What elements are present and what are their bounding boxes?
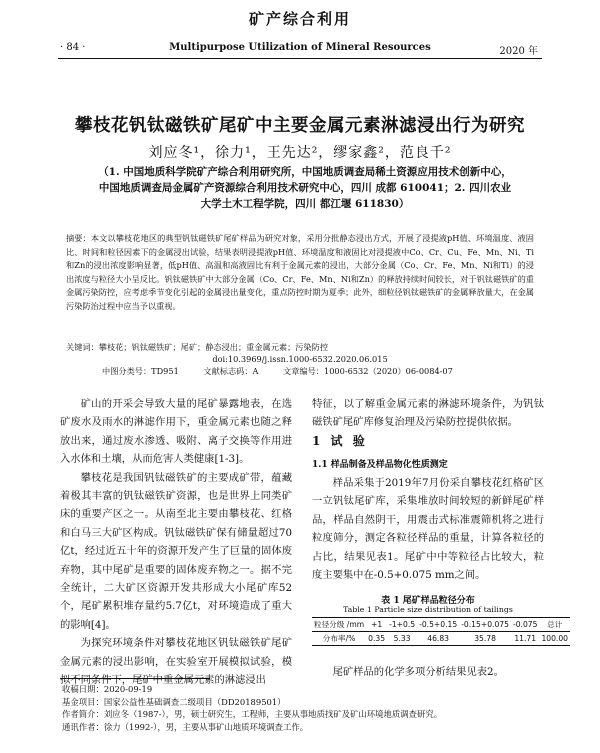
fund-info: 基金项目：国家公益性基础调查二级项目（DD20189501） — [62, 696, 286, 707]
abstract: 摘要：本文以攀枝花地区的典型钒钛磁铁矿尾矿样品为研究对象，采用分批静态浸出方式，开展了浸提液pH值、环境温度、液固比、时间和粒径因素下的金属浸出试验，结果表明浸提液pH值、环境温度和液固比对浸提液中Co、Cr、Cu、Fe、Mn、Ni、Ti和Zn的浸出浓度影响显著，低pH值、高温和高液固比有利于金属元素的浸出，大部分金属（Co、Cr、Fe、Mn、Ni和Ti）的浸出浓度与粒径大小呈反比。钒钛磁铁矿中大部分金属（Co、Cr、Fe、Mn、Ni和Zn）的释放持续时间较长，对于钒钛磁铁矿的重金属污染防控，应考虑季节变化引起的金属浸出量变化，重点防控时期为夏季；此外，细粒径钒钛磁铁矿的金属释放量大，在金属污染防治过程中应当予以重视。 — [66, 233, 534, 311]
author-bio: 作者简介：刘应冬（1987-），男，硕士研究生，工程师，主要从事地质找矿及矿山环境地质调查研究。 — [62, 709, 443, 719]
journal-year: 2020 年 — [499, 46, 538, 57]
doi[interactable]: doi:10.3969/j.issn.1000-6532.2020.06.015 — [212, 354, 388, 364]
journal-english-title: Multipurpose Utilization of Mineral Resources — [169, 42, 431, 53]
table-cell: 分布率/% — [312, 632, 366, 646]
document-code: 文献标志码：A — [203, 366, 259, 376]
table-caption-english: Table 1 Particle size distribution of tailings — [343, 605, 513, 614]
section-heading: 1 试 验 — [312, 434, 368, 448]
header-rule — [58, 58, 542, 59]
table-header-row — [312, 618, 570, 632]
subsection-heading: 1.1 样品制备及样品物化性质测定 — [312, 460, 448, 470]
affiliations — [70, 164, 540, 212]
table-row — [312, 632, 570, 646]
page-number: · 84 · — [60, 42, 86, 53]
affiliation-line: 大学土木工程学院，四川 都江堰 611830） — [200, 198, 410, 210]
section-body — [312, 474, 544, 584]
body-paragraph: 样品采集于2019年7月份采自攀枝花红格矿区一立钒钛尾矿库，采集堆放时间较短的新鲜尾矿样品，样品自然阴干，用震击式标准震筛机将之进行粒度筛分，测定各粒径样品的重量，计算各粒径的占比，结果见表1。尾矿中中等粒径占比较大，粒度主要集中在-0.5+0.075 mm之间。 — [312, 477, 544, 582]
classification-codes — [102, 366, 471, 377]
corresponding-author: 通讯作者：徐力（1992-），男，主要从事矿山地质环境调查工作。 — [62, 721, 309, 732]
body-paragraph: 矿山的开采会导致大量的尾矿暴露地表，在选矿废水及雨水的淋滤作用下，重金属元素也随之释放出来，通过废水渗透、吸附、离子交换等作用进入水体和土壤，从而危害人类健康[1-3]。 — [60, 398, 292, 466]
table-cell: 0.35 — [366, 632, 387, 646]
table-cell: 46.83 — [417, 632, 459, 646]
table-header-cell: 粒径分级 /mm — [312, 618, 366, 632]
table-header-cell: -0.15+0.075 — [459, 618, 511, 632]
footnotes — [62, 683, 542, 733]
body-paragraph: 尾矿样品的化学多项分析结果见表2。 — [332, 666, 504, 678]
table-header-cell: 总计 — [539, 618, 570, 632]
author-list: 刘应冬¹，徐力¹，王先达²，缪家鑫²，范良千² — [148, 145, 452, 161]
body-right-column — [312, 395, 544, 432]
body-paragraph: 攀枝花是我国钒钛磁铁矿的主要成矿带，蕴藏着极其丰富的钒钛磁铁矿资源，也是世界上同类矿床的重要产区之一。从南至北主要由攀枝花、红格和白马三大矿区构成。钒钛磁铁矿保有储量超过70亿t，经过近五十年的资源开发产生了巨量的固体废弃物，其中尾矿是重要的固体废弃物之一。据不完全统计，二大矿区资源开发共形成大小尾矿库52个，尾矿累积堆存量约5.7亿t，对环境造成了重大的影响[4]。 — [60, 471, 292, 631]
article-title: 攀枝花钒钛磁铁矿尾矿中主要金属元素淋滤浸出行为研究 — [75, 116, 525, 136]
body-left-column — [60, 395, 292, 690]
footnote-rule — [60, 678, 210, 679]
table-header-cell: -0.075 — [511, 618, 539, 632]
affiliation-line: （1. 中国地质科学院矿产综合利用研究所，中国地质调查局稀土资源应用技术创新中心， — [98, 166, 512, 178]
received-date: 收稿日期：2020-09-19 — [62, 684, 153, 694]
table-header-cell: +1 — [366, 618, 387, 632]
table-caption: 表 1 尾矿样品粒径分布 — [381, 596, 475, 606]
keywords: 关键词：攀枝花；钒钛磁铁矿；尾矿；静态浸出；重金属元素；污染防控 — [66, 342, 329, 352]
table-cell: 35.78 — [459, 632, 511, 646]
journal-title: 矿产综合利用 — [248, 10, 351, 28]
clc-code: 中图分类号：TD951 — [102, 366, 179, 376]
article-number: 文章编号：1000-6532（2020）06-0084-07 — [283, 366, 453, 376]
table-cell: 100.00 — [539, 632, 570, 646]
table-cell: 11.71 — [511, 632, 539, 646]
table-header-cell: -1+0.5 — [387, 618, 417, 632]
affiliation-line: 中国地质调查局金属矿产资源综合利用技术研究中心，四川 成都 610041；2. 四川农业 — [98, 182, 512, 194]
table-header-cell: -0.5+0.15 — [417, 618, 459, 632]
particle-size-table — [312, 617, 570, 646]
body-paragraph: 为探究环境条件对攀枝花地区钒钛磁铁矿尾矿金属元素的浸出影响，在实验室开展模拟试验，模拟不同条件下，尾矿中重金属元素的淋滤浸出 — [60, 637, 292, 687]
body-paragraph: 特征，以了解重金属元素的淋滤环境条件，为钒钛磁铁矿尾矿库修复治理及污染防控提供依据。 — [312, 398, 544, 429]
table-cell: 5.33 — [387, 632, 417, 646]
